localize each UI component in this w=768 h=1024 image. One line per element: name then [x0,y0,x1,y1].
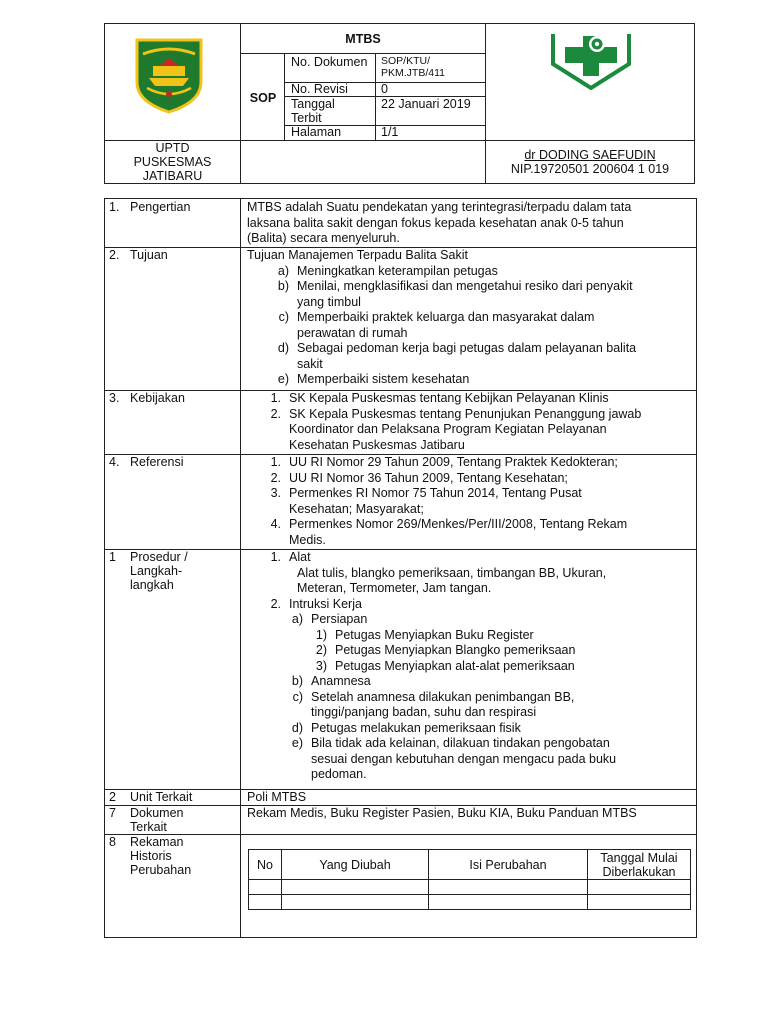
list-text [289,391,693,407]
list-marker: e) [277,372,289,386]
list-text [289,517,693,548]
column-header-yang-diubah: Yang Diubah [319,858,391,872]
list-text: Petugas Menyiapkan alat-alat pemeriksaan [335,658,575,673]
text-line: pedoman. [311,767,367,781]
list-marker: 3) [315,658,327,673]
instruksi-step [247,721,693,737]
list-text [289,471,693,487]
header-line: Diberlakukan [602,865,676,879]
text-line: SK Kepala Puskesmas tentang Penunjukan Penanggung jawab [289,406,642,421]
list-marker: 1. [270,455,281,469]
label-line: langkah [130,578,174,592]
no-revisi-value: 0 [381,82,388,96]
text-line: Kesehatan Puskesmas Jatibaru [289,437,465,452]
org-line-2: PUSKESMAS [133,155,212,169]
section-label: Tujuan [130,248,168,262]
tujuan-item [247,372,693,388]
text-line: Medis. [289,532,326,547]
instruksi-step [247,674,693,690]
halaman-value: 1/1 [381,125,399,139]
section-number: 1. [109,200,120,214]
pengertian-line: MTBS adalah Suatu pendekatan yang terintegrasi/terpadu dalam tata [247,200,632,214]
list-marker: b) [277,279,289,293]
label-line: Perubahan [130,863,192,877]
instruksi-step [247,690,693,721]
section-label: Unit Terkait [130,790,193,804]
change-history-table [248,849,691,910]
dokumen-terkait-text: Rekam Medis, Buku Register Pasien, Buku KIA, Buku Panduan MTBS [247,806,637,820]
signer-name: dr DODING SAEFUDIN [524,148,656,162]
list-text [297,372,693,388]
sop-content-table [104,198,697,938]
column-header-isi-perubahan: Isi Perubahan [469,858,547,872]
text-line: Menilai, mengklasifikasi dan mengetahui resiko dari penyakit [297,279,633,293]
text-line: Setelah anamnesa dilakukan penimbangan BB, [311,689,575,704]
label-line: Rekaman [130,835,184,849]
label-line: Dokumen [130,806,184,820]
section-number: 7 [109,806,116,820]
referensi-item [247,517,693,548]
section-number: 8 [109,835,116,849]
text-line: UU RI Nomor 29 Tahun 2009, Tentang Praktek Kedokteran; [289,455,618,469]
tujuan-intro: Tujuan Manajemen Terpadu Balita Sakit [247,248,468,262]
list-text [311,736,693,783]
no-dokumen-label: No. Dokumen [291,55,368,69]
list-text: Intruksi Kerja [289,596,362,611]
list-text [289,455,693,471]
text-line: Permenkes Nomor 269/Menkes/Per/III/2008, Tentang Rekam [289,517,628,531]
label-line: Terkait [130,820,167,834]
text-line: Anamnesa [311,674,371,688]
org-line-1: UPTD [155,141,190,155]
list-marker: 1) [315,627,327,642]
pengertian-line: (Balita) secara menyeluruh. [247,231,400,245]
list-text [311,721,693,737]
prosedur-alat [247,550,693,566]
text-line: tinggi/panjang badan, suhu dan respirasi [311,705,537,719]
list-text: Petugas Menyiapkan Buku Register [335,627,534,642]
list-marker: a) [277,263,289,278]
tanggal-terbit-label: Tanggal Terbit [291,97,335,125]
text-line: Meningkatkan keterampilan petugas [297,263,498,278]
list-text: Petugas Menyiapkan Blangko pemeriksaan [335,643,576,657]
persiapan-item [247,628,693,644]
referensi-item [247,471,693,487]
tujuan-item [247,310,693,341]
no-revisi-label: No. Revisi [291,82,348,96]
persiapan-item [247,659,693,675]
label-line: Historis [130,849,172,863]
org-line-3: JATIBARU [142,169,203,183]
text-line: Memperbaiki praktek keluarga dan masyarakat dalam [297,310,595,324]
list-marker: 1. [270,391,281,405]
text-line: Sebagai pedoman kerja bagi petugas dalam pelayanan balita [297,341,637,355]
signer-block [486,148,694,176]
text-line: Petugas melakukan pemeriksaan fisik [311,720,521,735]
list-marker: a) [291,612,303,626]
text-line: Bila tidak ada kelainan, dilakuan tindakan pengobatan [311,736,610,750]
list-marker: 1. [270,550,281,564]
kebijakan-item [247,407,693,454]
tujuan-item [247,279,693,310]
alat-desc-line: Alat tulis, blangko pemeriksaan, timbangan BB, Ukuran, [297,565,607,580]
list-text [289,407,693,454]
instruksi-step [247,736,693,783]
list-marker: c) [278,310,289,324]
persiapan-item [247,643,693,659]
no-dokumen-value: SOP/KTU/ PKM.JTB/411 [381,55,445,79]
section-label: Referensi [130,455,184,469]
label-line: Langkah- [130,564,183,578]
text-line: UU RI Nomor 36 Tahun 2009, Tentang Kesehatan; [289,470,568,485]
section-label: Pengertian [130,200,191,214]
signer-nip: NIP.19720501 200604 1 019 [510,162,670,176]
document-title: MTBS [345,32,381,46]
list-marker: d) [277,341,289,355]
list-text: Persiapan [311,612,368,626]
section-label [130,550,236,592]
text-line: Permenkes RI Nomor 75 Tahun 2014, Tentang Pusat [289,486,582,500]
section-number: 2 [109,790,116,804]
section-label [130,806,236,834]
prosedur-persiapan [247,612,693,628]
list-text [311,674,693,690]
regency-emblem-icon [133,36,205,114]
list-marker: 4. [270,517,281,531]
tanggal-terbit-value: 22 Januari 2019 [381,97,471,111]
list-text [311,690,693,721]
prosedur-instruksi [247,597,693,613]
section-number: 1 [109,550,116,564]
referensi-item [247,486,693,517]
text-line: Koordinator dan Pelaksana Program Kegiatan Pelayanan [289,422,607,436]
text-line: yang timbul [297,294,361,309]
halaman-label: Halaman [291,125,342,139]
list-marker: 3. [270,486,281,500]
list-text [297,310,693,341]
header-line: Tanggal Mulai [600,851,678,865]
text-line: sesuai dengan kebutuhan dengan mengacu pada buku [311,751,617,766]
label-line: Prosedur / [130,550,188,564]
list-marker: e) [291,736,303,750]
list-text [297,279,693,310]
pengertian-line: laksana balita sakit dengan fokus kepada kesehatan anak 0-5 tahun [247,215,624,230]
list-marker: b) [291,674,303,688]
column-header-no: No [257,858,273,872]
section-number: 3. [109,391,120,405]
list-text [289,486,693,517]
tujuan-item [247,341,693,372]
section-label [130,835,236,877]
text-line: sakit [297,356,323,371]
kebijakan-item [247,391,693,407]
list-marker: c) [292,689,303,704]
list-text [297,341,693,372]
list-text: Alat [289,550,311,564]
referensi-item [247,455,693,471]
organization-name [105,141,240,183]
text-line: Kesehatan; Masyarakat; [289,501,424,516]
list-marker: d) [291,720,303,735]
text-line: SK Kepala Puskesmas tentang Kebijkan Pelayanan Klinis [289,391,609,405]
section-number: 4. [109,455,120,469]
unit-terkait-text: Poli MTBS [247,790,307,804]
list-marker: 2. [270,596,281,611]
tujuan-item [247,264,693,280]
section-label: Kebijakan [130,391,185,405]
section-number: 2. [109,248,120,262]
list-marker: 2. [270,406,281,421]
list-marker: 2. [270,470,281,485]
puskesmas-logo-icon [549,30,633,90]
sop-label: SOP [249,91,277,105]
text-line: perawatan di rumah [297,325,408,340]
list-text [297,264,693,280]
text-line: Memperbaiki sistem kesehatan [297,372,470,386]
sop-header-table [104,23,695,184]
column-header-tanggal [588,850,690,880]
alat-desc-line: Meteran, Termometer, Jam tangan. [297,581,492,595]
list-marker: 2) [315,643,327,657]
